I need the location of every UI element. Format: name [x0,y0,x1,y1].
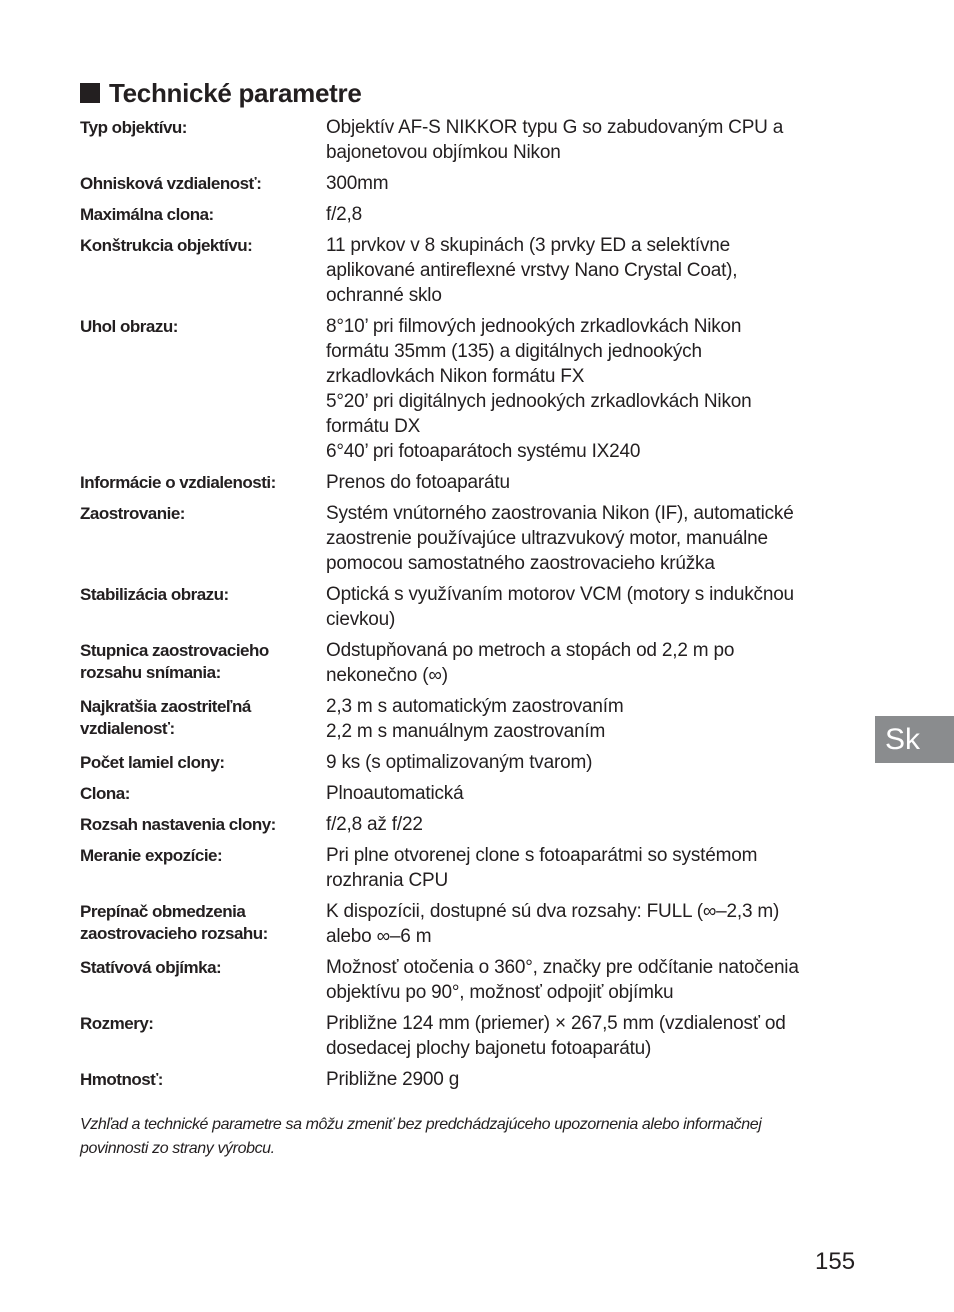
spec-value [326,171,850,196]
square-bullet-icon [80,83,100,103]
spec-label: Statívová objímka: [80,958,222,977]
spec-label: Zaostrovanie: [80,504,185,523]
spec-label: Stabilizácia obrazu: [80,585,229,604]
spec-value-line: Odstupňovaná po metroch a stopách od 2,2 m po [326,640,735,661]
spec-value-line: 6°40’ pri fotoaparátoch systému IX240 [326,441,641,462]
spec-value [326,202,850,227]
spec-row [80,955,850,1005]
spec-label: Stupnica zaostrovacieho rozsahu snímania: [80,641,269,682]
spec-label: Najkratšia zaostriteľná vzdialenosť: [80,697,251,738]
spec-label: Uhol obrazu: [80,317,178,336]
spec-value-line: f/2,8 [326,204,362,225]
spec-label: Meranie expozície: [80,846,223,865]
spec-value-line: formátu DX [326,416,421,437]
spec-value-line: formátu 35mm (135) a digitálnych jednookých [326,341,702,362]
spec-row [80,843,850,893]
spec-row [80,202,850,227]
spec-value-line: Možnosť otočenia o 360°, značky pre odčítanie natočenia [326,957,799,978]
spec-row [80,115,850,165]
language-tab: Sk [875,716,954,763]
spec-label: Rozmery: [80,1014,154,1033]
spec-value-line: Približne 2900 g [326,1069,460,1090]
spec-row [80,638,850,688]
spec-value-line: f/2,8 až f/22 [326,814,423,835]
spec-value [326,781,850,806]
spec-value-line: zrkadlovkách Nikon formátu FX [326,366,585,387]
spec-row [80,470,850,495]
spec-value-line: dosedacej plochy bajonetu fotoaparátu) [326,1038,652,1059]
spec-value-line: bajonetovou objímkou Nikon [326,142,561,163]
spec-label: Clona: [80,784,130,803]
spec-value-line: objektívu po 90°, možnosť odpojiť objímku [326,982,674,1003]
spec-row [80,750,850,775]
footnote [80,1113,870,1161]
spec-value-line: cievkou) [326,609,396,630]
spec-label: Rozsah nastavenia clony: [80,815,276,834]
page-number: 155 [815,1248,856,1275]
spec-row [80,501,850,576]
spec-value-line: pomocou samostatného zaostrovacieho krúžka [326,553,715,574]
spec-value [326,115,850,165]
spec-label: Konštrukcia objektívu: [80,236,253,255]
spec-row [80,781,850,806]
spec-value-line: Optická s využívaním motorov VCM (motory s indukčnou [326,584,794,605]
spec-value [326,843,850,893]
spec-value [326,470,850,495]
spec-value-line: aplikované antireflexné vrstvy Nano Crystal Coat), [326,260,738,281]
spec-label: Typ objektívu: [80,118,187,137]
spec-value-line: Objektív AF-S NIKKOR typu G so zabudovaným CPU a [326,117,784,138]
spec-value [326,694,850,744]
spec-value [326,812,850,837]
spec-label: Ohnisková vzdialenosť: [80,174,262,193]
spec-value-line: Plnoautomatická [326,783,464,804]
spec-value [326,1067,850,1092]
spec-value [326,1011,850,1061]
spec-value-line: 300mm [326,173,389,194]
spec-value-line: 9 ks (s optimalizovaným tvarom) [326,752,593,773]
spec-label: Počet lamiel clony: [80,753,225,772]
footnote-line: povinnosti zo strany výrobcu. [80,1140,275,1157]
spec-value-line: rozhrania CPU [326,870,449,891]
spec-value-line: K dispozícii, dostupné sú dva rozsahy: FULL (∞–2,3 m) [326,901,780,922]
spec-label: Hmotnosť: [80,1070,163,1089]
spec-label: Prepínač obmedzenia zaostrovacieho rozsahu: [80,902,268,943]
spec-value-line: Približne 124 mm (priemer) × 267,5 mm (vzdialenosť od [326,1013,786,1034]
spec-value-line: zaostrenie používajúce ultrazvukový motor, manuálne [326,528,768,549]
spec-row [80,582,850,632]
spec-value [326,899,850,949]
spec-row [80,1067,850,1092]
spec-value-line: nekonečno (∞) [326,665,448,686]
spec-row [80,899,850,949]
spec-value [326,582,850,632]
spec-value-line: 2,2 m s manuálnym zaostrovaním [326,721,606,742]
spec-value-line: 11 prvkov v 8 skupinách (3 prvky ED a selektívne [326,235,731,256]
spec-row [80,171,850,196]
spec-value-line: ochranné sklo [326,285,442,306]
spec-value-line: 2,3 m s automatickým zaostrovaním [326,696,624,717]
spec-value-line: alebo ∞–6 m [326,926,432,947]
spec-table [80,115,850,1098]
spec-row [80,694,850,744]
spec-value-line: Prenos do fotoaparátu [326,472,510,493]
spec-value-line: Systém vnútorného zaostrovania Nikon (IF), automatické [326,503,794,524]
spec-label: Informácie o vzdialenosti: [80,473,276,492]
spec-value [326,314,850,464]
spec-row [80,314,850,464]
spec-value-line: 5°20’ pri digitálnych jednookých zrkadlovkách Nikon [326,391,752,412]
spec-value [326,638,850,688]
spec-value [326,501,850,576]
footnote-line: Vzhľad a technické parametre sa môžu zmeniť bez predchádzajúceho upozornenia alebo informačnej [80,1116,762,1133]
spec-row [80,812,850,837]
spec-row [80,1011,850,1061]
spec-value [326,955,850,1005]
spec-row [80,233,850,308]
spec-value [326,750,850,775]
section-title: Technické parametre [109,78,362,108]
section-heading [80,78,362,108]
spec-value-line: Pri plne otvorenej clone s fotoaparátmi so systémom [326,845,758,866]
spec-value [326,233,850,308]
spec-label: Maximálna clona: [80,205,214,224]
spec-value-line: 8°10’ pri filmových jednookých zrkadlovkách Nikon [326,316,742,337]
